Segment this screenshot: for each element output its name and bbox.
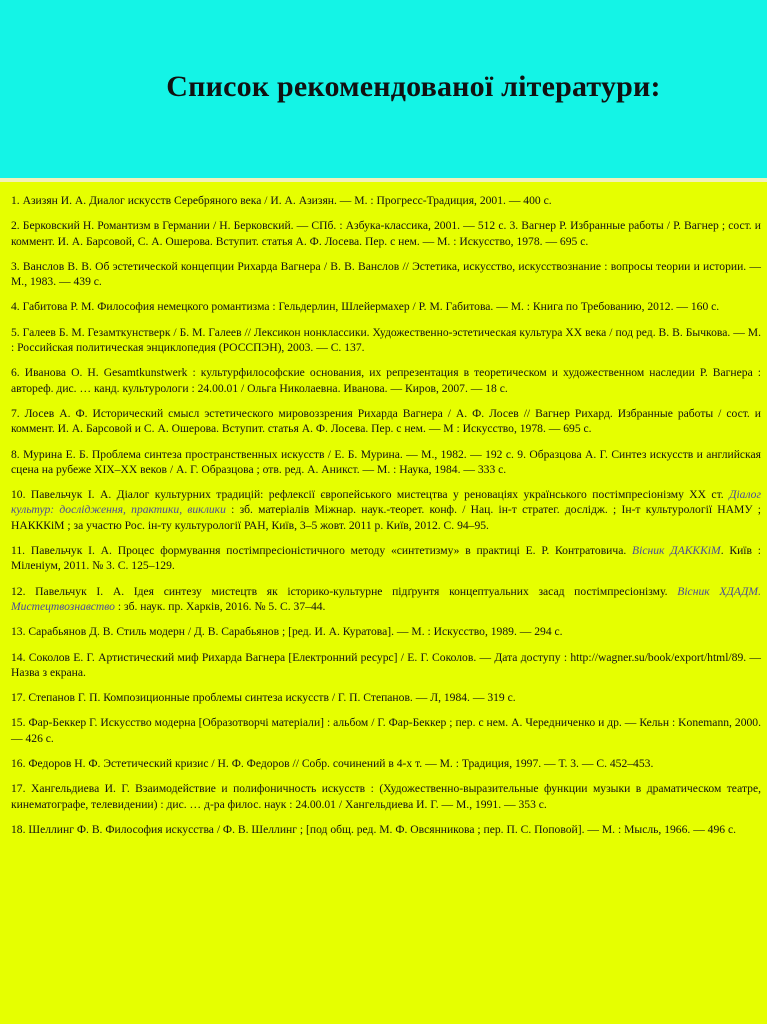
reference-entry (11, 447, 761, 478)
reference-entry (11, 756, 761, 771)
reference-entry (11, 487, 761, 533)
reference-text: 13. Сарабьянов Д. В. Стиль модерн / Д. В. Сарабьянов ; [ред. И. А. Куратова]. — М. : Искусство, 1989. — 294 с. (11, 625, 563, 639)
reference-text: 17. Хангельдиева И. Г. Взаимодействие и полифоничность искусств : (Художественно-выразительные функции музыки в драматическом театре, кинематографе, телевидении) : дис. … д-ра филос. наук : 24.00.01 / Хангельдиева И. Г. — М., 1991. — 353 с. (11, 782, 761, 811)
reference-text: 3. Ванслов В. В. Об эстетической концепции Рихарда Вагнера / В. В. Ванслов // Эстетика, искусство, искусствознание : вопросы теории и истории. — М., 1983. — 439 с. (11, 259, 761, 289)
divider (0, 178, 767, 182)
reference-entry (11, 584, 761, 615)
reference-text: 1. Азизян И. А. Диалог искусств Серебряного века / И. А. Азизян. — М. : Прогресс-Традиция, 2001. — 400 с. (11, 194, 552, 207)
reference-entry (11, 650, 761, 681)
reference-text: 16. Федоров Н. Ф. Эстетический кризис / Н. Ф. Федоров // Собр. сочинений в 4-х т. — М. : Традиция, 1997. — Т. 3. — С. 452–453. (11, 757, 654, 771)
reference-text: : зб. наук. пр. Харків, 2016. № 5. С. 37–44. (114, 599, 326, 613)
reference-list (11, 193, 761, 847)
reference-text: 4. Габитова Р. М. Философия немецкого романтизма : Гельдерлин, Шлейермахер / Р. М. Габитова. — М. : Книга по Требованию, 2012. — 160 с. (11, 300, 720, 314)
reference-text: 12. Павельчук І. А. Ідея синтезу мистецтв як історико-культурне підґрунтя концептуальних засад постімпресіонізму. (11, 584, 678, 598)
reference-text: : зб. матеріалів Міжнар. наук.-теорет. конф. / Нац. ін-т стратег. дослідж. ; Ін-т культурології НАМУ ; НАКККіМ ; за участю Рос. ін-ту культурології РАН, Київ, 3–5 жовт. 2011 р. Київ, 2012. С. 94–95. (11, 503, 761, 532)
reference-text: 11. Павельчук І. А. Процес формування постімпресіоністичного методу «синтетизму» в практиці Е. Р. Контратовича. (11, 544, 633, 558)
reference-text: 8. Мурина Е. Б. Проблема синтеза пространственных искусств / Е. Б. Мурина. — М., 1982. — 192 с. 9. Образцова А. Г. Синтез искусств и английская сцена на рубеже XIX–XX веков / А. Г. Образцова ; отв. ред. А. Аникст. — М. : Наука, 1984. — 333 с. (11, 447, 761, 476)
reference-text: 6. Иванова О. Н. Gesamtkunstwerk : культурфилософские основания, их репрезентация в теоретическом и художественном наследии Р. Вагнера : автореф. дис. … канд. культурологи : 24.00.01 / Ольга Николаевна. Иванова. — Киров, 2007. — 18 с. (11, 366, 761, 395)
reference-entry (11, 781, 761, 812)
reference-text: 18. Шеллинг Ф. В. Философия искусства / Ф. В. Шеллинг ; [под общ. ред. М. Ф. Овсянникова ; пер. П. С. Поповой]. — М. : Мысль, 1966. — 496 с. (11, 822, 737, 836)
reference-entry (11, 543, 761, 574)
reference-entry (11, 325, 761, 356)
reference-text: 14. Соколов Е. Г. Артистический миф Рихарда Вагнера [Електронний ресурс] / Е. Г. Соколов. — Дата доступу : http://wagner.su/book/export/html/89. — Назва з екрана. (11, 650, 761, 679)
reference-entry (11, 299, 761, 314)
reference-text: 7. Лосев А. Ф. Исторический смысл эстетического мировоззрения Рихарда Вагнера / А. Ф. Лосев // Вагнер Рихард. Избранные работы / сост. и коммент. И. А. Барсовой и С. А. Ошерова. Вступит. статья А. Ф. Лосева. Пер. с нем. — М : Искусство, 1978. — 695 с. (11, 406, 761, 436)
reference-entry (11, 406, 761, 437)
reference-entry (11, 822, 761, 837)
reference-entry (11, 715, 761, 746)
page-title: Список рекомендованої літератури: (166, 70, 661, 103)
reference-text: 17. Степанов Г. П. Композиционные проблемы синтеза искусств / Г. П. Степанов. — Л, 1984. — 319 с. (11, 691, 516, 705)
reference-journal-title: Вісник ДАКККіМ (632, 544, 721, 558)
reference-text: 10. Павельчук І. А. Діалог культурних традицій: рефлексії європейського мистецтва у реноваціях українського постімпресіонізму ХХ ст. (11, 488, 730, 502)
reference-entry (11, 193, 761, 208)
header-band (0, 0, 767, 178)
reference-entry (11, 218, 761, 249)
reference-entry (11, 365, 761, 396)
reference-text: 15. Фар-Беккер Г. Искусство модерна [Образотворчі матеріали] : альбом / Г. Фар-Беккер ; пер. с нем. А. Чередниченко и др. — Кельн : Konemann, 2000. — 426 с. (11, 716, 761, 745)
reference-journal-title: Вісник ХДАДМ. Мистецтвознавство (11, 584, 761, 613)
reference-text: 2. Берковский Н. Романтизм в Германии / Н. Берковский. — СПб. : Азбука-классика, 2001. — 512 с. 3. Вагнер Р. Избранные работы / Р. Вагнер ; сост. и коммент. И. А. Барсовой, С. А. Ошерова. Вступит. статья А. Ф. Лосева. Пер. с нем. — М. : Искусство, 1978. — 695 с. (11, 219, 761, 248)
reference-entry (11, 259, 761, 290)
reference-entry (11, 624, 761, 639)
reference-text: 5. Галеев Б. М. Гезамткунстверк / Б. М. Галеев // Лексикон нонклассики. Художественно-эстетическая культура XX века / под ред. В. В. Бычкова. — М. : Российская политическая энциклопедия (РОССПЭН), 2003. — С. 137. (11, 325, 761, 355)
reference-journal-title: Діалог культур: дослідження, практики, виклики (11, 488, 761, 517)
reference-text: . Київ : Міленіум, 2011. № 3. С. 125–129. (11, 544, 761, 573)
reference-entry (11, 690, 761, 705)
